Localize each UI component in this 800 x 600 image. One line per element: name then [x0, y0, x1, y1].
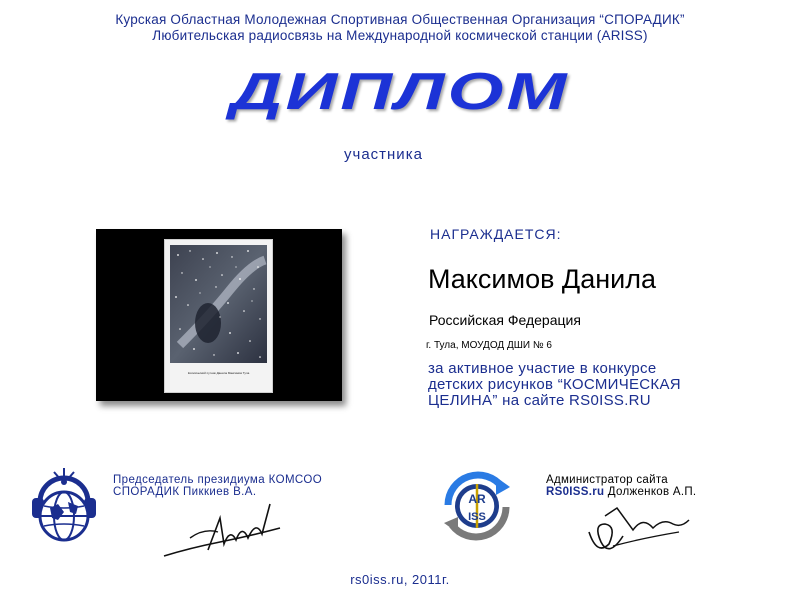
artwork-photo	[96, 229, 342, 401]
footer-site-year: rs0iss.ru, 2011г.	[350, 572, 450, 587]
ariss-logo	[432, 465, 522, 550]
admin-title-line: Администратор сайта	[546, 474, 668, 486]
diploma-subtitle: участника	[344, 146, 423, 163]
ariss-logo-top-text: AR	[468, 492, 486, 506]
handwritten-signature	[160, 498, 300, 568]
chairman-title	[113, 474, 322, 498]
drawing-caption: Космический путник Данила Максимов Тула	[187, 371, 250, 375]
admin-site-name: RS0ISS.ru	[546, 486, 605, 498]
award-reason-line: ЦЕЛИНА” на сайте RS0ISS.RU	[428, 392, 651, 409]
admin-title	[546, 474, 696, 498]
ariss-emblem-icon	[432, 465, 522, 545]
ariss-logo-bottom-text: ISS	[468, 511, 486, 523]
handwritten-signature	[583, 502, 693, 564]
award-reason-line: за активное участие в конкурсе	[428, 360, 657, 377]
globe-headphones-icon	[28, 462, 100, 552]
admin-name: Долженков А.П.	[604, 486, 697, 498]
recipient-country: Российская Федерация	[429, 312, 581, 328]
admin-name-line	[546, 486, 696, 498]
recipient-name: Максимов Данила	[428, 264, 656, 294]
award-reason-line: детских рисунков “КОСМИЧЕСКАЯ	[428, 376, 681, 393]
sporadic-logo	[28, 462, 100, 557]
chairman-name-line: СПОРАДИК Пиккиев В.А.	[113, 486, 257, 498]
program-name: Любительская радиосвязь на Международной космической станции (ARISS)	[152, 28, 648, 43]
chairman-signature	[160, 498, 300, 573]
space-drawing-image	[170, 245, 267, 363]
recipient-institution: г. Тула, МОУДОД ДШИ № 6	[426, 340, 552, 351]
organization-name: Курская Областная Молодежная Спортивная Общественная Организация “СПОРАДИК”	[115, 12, 685, 27]
chairman-title-line: Председатель президиума КОМСОО	[113, 474, 323, 486]
diploma-title: ДИПЛОМ	[230, 62, 570, 121]
admin-signature	[583, 502, 693, 569]
awarded-label: НАГРАЖДАЕТСЯ:	[430, 226, 562, 242]
child-drawing	[164, 239, 273, 393]
award-reason	[428, 361, 773, 409]
